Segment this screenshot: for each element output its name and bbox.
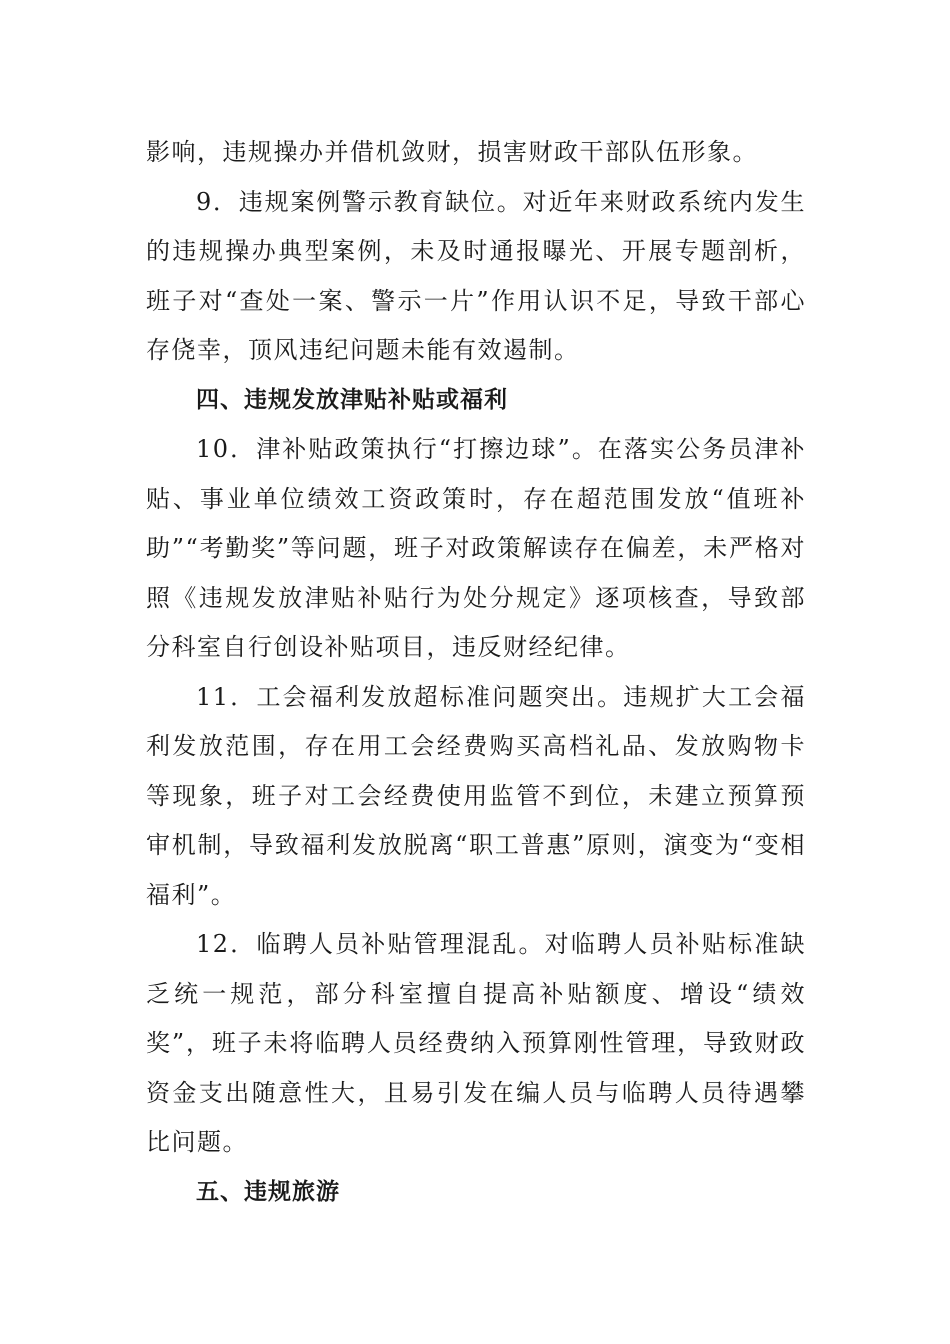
document-body <box>146 128 806 1217</box>
section-heading-5: 五、违规旅游 <box>196 1178 340 1205</box>
paragraph-item-9: 9．违规案例警示教育缺位。对近年来财政系统内发生的违规操办典型案例，未及时通报曝光、开展专题剖析，班子对“查处一案、警示一片”作用认识不足，导致干部心存侥幸，顶风违纪问题未能有效遏制。 <box>146 187 806 364</box>
paragraph-item-11: 11．工会福利发放超标准问题突出。违规扩大工会福利发放范围，存在用工会经费购买高档礼品、发放购物卡等现象，班子对工会经费使用监管不到位，未建立预算预审机制，导致福利发放脱离“职工普惠”原则，演变为“变相福利”。 <box>146 682 806 909</box>
paragraph-continuation: 影响，违规操办并借机敛财，损害财政干部队伍形象。 <box>146 138 758 166</box>
section-heading-4: 四、违规发放津贴补贴或福利 <box>196 386 508 413</box>
paragraph-item-10: 10．津补贴政策执行“打擦边球”。在落实公务员津补贴、事业单位绩效工资政策时，存在超范围发放“值班补助”“考勤奖”等问题，班子对政策解读存在偏差，未严格对照《违规发放津贴补贴行为处分规定》逐项核查，导致部分科室自行创设补贴项目，违反财经纪律。 <box>146 435 806 661</box>
paragraph-item-12: 12．临聘人员补贴管理混乱。对临聘人员补贴标准缺乏统一规范，部分科室擅自提高补贴额度、增设“绩效奖”，班子未将临聘人员经费纳入预算刚性管理，导致财政资金支出随意性大，且易引发在编人员与临聘人员待遇攀比问题。 <box>146 930 806 1156</box>
